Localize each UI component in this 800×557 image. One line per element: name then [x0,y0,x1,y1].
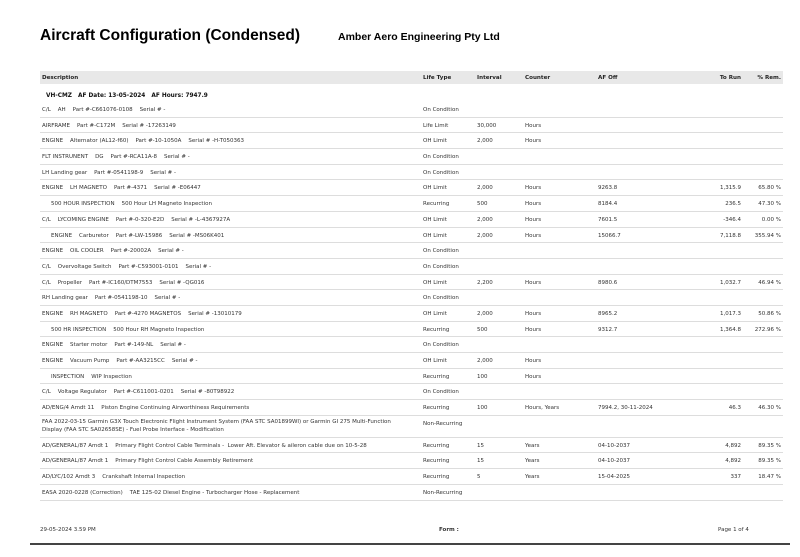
cell-life-type: Recurring [423,458,450,465]
cell-life-type: Recurring [423,373,450,380]
cell-description: ENGINE Vacuum Pump Part #-AA3215CC Serial # - [42,358,198,364]
cell-counter: Hours [525,185,542,192]
cell-life-type: Life Limit [423,122,449,129]
cell-description: 500 HOUR INSPECTION 500 Hour LH Magneto Inspection [51,201,212,208]
table-row [40,228,783,244]
cell-life-type: On Condition [423,107,459,113]
cell-description: C/L Propeller Part #-IC160/DTM7553 Serial # -QG016 [42,279,205,286]
cell-life-type: On Condition [423,154,459,161]
col-interval: Interval [477,74,502,81]
cell-af-off: 7601.5 [598,216,618,223]
cell-description: AD/ENG/4 Amdt 11 Piston Engine Continuing Airworthiness Requirements [42,405,250,412]
cell-interval: 15 [477,458,484,465]
cell-life-type: Recurring [423,474,450,481]
col-pct-rem: % Rem. [757,74,781,81]
cell-description: ENGINE LH MAGNETO Part #-4371 Serial # -E06447 [42,185,201,192]
cell-interval: 2,000 [477,216,493,223]
table-row [40,369,783,385]
cell-description: INSPECTION WIP Inspection [51,373,132,380]
cell-description: AD/LYC/102 Amdt 3 Crankshaft Internal Inspection [42,474,186,481]
cell-interval: 2,000 [477,232,493,239]
cell-af-off: 8980.6 [598,279,618,286]
cell-interval: 2,000 [477,185,493,192]
cell-life-type: Recurring [423,442,450,449]
cell-life-type: OH Limit [423,310,447,317]
table-row [40,243,783,259]
cell-pct-rem: 65.80 % [758,185,781,192]
cell-pct-rem: 46.94 % [758,279,781,286]
cell-counter: Hours [525,232,542,239]
cell-description: FAA 2022-03-15 Garmin G3X Touch Electronic Flight Instrument System (FAA STC SA01899WI) or Garmin GI 275 Multi-Function Display (FAA STC SA02658SE) - Fuel Probe Interface - Modification [42,419,391,433]
cell-interval: 2,200 [477,279,493,286]
cell-pct-rem: 89.35 % [758,442,781,449]
cell-description: RH Landing gear Part #-0541198-10 Serial # - [42,295,181,302]
cell-to-run: 4,892 [725,442,741,449]
cell-life-type: Non-Recurring [423,420,463,427]
cell-description: FLT INSTRUNENT DG Part #-RCA11A-8 Serial # - [42,154,190,161]
cell-counter: Hours [525,358,542,364]
cell-af-off: 9263.8 [598,185,618,192]
table-row [40,322,783,338]
cell-counter: Hours [525,138,542,145]
cell-pct-rem: 50.86 % [758,310,781,317]
cell-af-off: 15066.7 [598,232,621,239]
cell-life-type: OH Limit [423,185,447,192]
cell-description: AD/GENERAL/87 Amdt 1 Primary Flight Control Cable Terminals - Lower Aft. Elevator & aileron cable due on 10-5-28 [42,442,367,449]
cell-description: ENGINE Starter motor Part #-149-NL Serial # - [42,342,186,349]
table-header [40,71,783,84]
cell-description: AD/GENERAL/87 Amdt 1 Primary Flight Control Cable Assembly Retirement [42,458,254,465]
table-row [40,133,783,149]
cell-description: ENGINE OIL COOLER Part #-20002A Serial # - [42,248,184,255]
cell-counter: Years [525,458,540,465]
report-title: Aircraft Configuration (Condensed) [40,27,301,44]
page-number: Page 1 of 4 [718,527,749,533]
cell-interval: 15 [477,442,484,449]
table-row [40,180,783,196]
table-row [40,400,783,416]
cell-interval: 2,000 [477,138,493,145]
cell-life-type: On Condition [423,248,459,255]
cell-af-off: 7994.2, 30-11-2024 [598,405,653,412]
cell-description: ENGINE Carburetor Part #-LW-15986 Serial # -MS06K401 [51,232,225,239]
table-row [40,438,783,454]
cell-af-off: 8184.4 [598,201,618,208]
table-row [40,102,783,118]
footer-rule [30,543,790,545]
company-name: Amber Aero Engineering Pty Ltd [338,31,500,43]
cell-counter: Hours [525,279,542,286]
cell-life-type: On Condition [423,342,459,349]
cell-life-type: OH Limit [423,279,447,286]
table-row [40,453,783,469]
cell-to-run: 236.5 [725,201,741,208]
cell-af-off: 15-04-2025 [598,474,630,481]
cell-pct-rem: 89.35 % [758,458,781,465]
cell-pct-rem: 272.96 % [754,326,781,333]
cell-life-type: On Condition [423,169,459,176]
aircraft-group-header: VH-CMZ AF Date: 13-05-2024 AF Hours: 7947.9 [46,93,208,99]
cell-life-type: Recurring [423,405,450,412]
cell-counter: Hours [525,216,542,223]
cell-life-type: OH Limit [423,232,447,239]
cell-to-run: 4,892 [725,458,741,465]
cell-pct-rem: 47.30 % [758,201,781,208]
col-description: Description [42,74,79,81]
cell-counter: Hours [525,326,542,333]
form-label: Form : [439,527,459,533]
cell-description: ENGINE Alternator (AL12-f60) Part #-10-1050A Serial # -H-T050363 [42,138,245,145]
cell-to-run: 337 [730,474,741,481]
table-row [40,353,783,369]
cell-to-run: 7,118.8 [720,232,741,239]
cell-pct-rem: 355.94 % [754,232,781,239]
component-table [40,102,783,501]
cell-interval: 500 [477,326,488,333]
cell-interval: 500 [477,201,488,208]
cell-interval: 30,000 [477,122,497,129]
table-row [40,469,783,485]
table-row [40,275,783,291]
col-life-type: Life Type [423,74,452,81]
cell-counter: Years [525,442,540,449]
cell-life-type: Non-Recurring [423,489,463,496]
cell-description: ENGINE RH MAGNETO Part #-4270 MAGNETOS Serial # -13010179 [42,310,242,317]
table-row [40,149,783,165]
cell-description: C/L Overvoltage Switch Part #-C593001-0101 Serial # - [42,263,212,270]
cell-interval: 5 [477,474,481,481]
cell-interval: 100 [477,405,488,412]
cell-life-type: On Condition [423,295,459,302]
table-row [40,118,783,134]
cell-interval: 100 [477,373,488,380]
cell-description: C/L LYCOMING ENGINE Part #-0-320-E2D Serial # -L-4367927A [42,216,231,223]
cell-description: 500 HR INSPECTION 500 Hour RH Magneto Inspection [51,326,205,333]
cell-to-run: -346.4 [723,216,741,223]
table-row [40,212,783,228]
cell-description: EASA 2020-0228 (Correction) TAE 125-02 Diesel Engine - Turbocharger Hose - Replacement [42,489,300,496]
cell-counter: Hours [525,310,542,317]
cell-counter: Hours [525,122,542,129]
print-date: 29-05-2024 3.59 PM [40,527,96,533]
cell-life-type: OH Limit [423,358,447,364]
cell-af-off: 04-10-2037 [598,442,630,449]
cell-to-run: 1,032.7 [720,279,741,286]
cell-pct-rem: 46.30 % [758,405,781,412]
cell-description: C/L AH Part #-C661076-0108 Serial # - [42,107,166,113]
cell-life-type: Recurring [423,326,450,333]
cell-af-off: 04-10-2037 [598,458,630,465]
cell-interval: 2,000 [477,310,493,317]
cell-life-type: Recurring [423,201,450,208]
cell-pct-rem: 0.00 % [761,216,781,223]
cell-description: AIRFRAME Part #-C172M Serial # -17263149 [42,122,176,129]
cell-description: LH Landing gear Part #-0541198-9 Serial # - [42,169,176,176]
col-to-run: To Run [719,74,741,81]
cell-life-type: OH Limit [423,216,447,223]
cell-counter: Hours [525,373,542,380]
col-af-off: AF Off [598,74,618,81]
table-row [40,485,783,501]
col-counter: Counter [525,74,551,81]
cell-life-type: OH Limit [423,138,447,145]
table-row [40,337,783,353]
cell-to-run: 46.3 [728,405,741,412]
cell-counter: Hours, Years [525,405,560,412]
table-row [40,306,783,322]
table-row [40,290,783,306]
cell-to-run: 1,364.8 [720,326,741,333]
cell-to-run: 1,017.3 [720,310,741,317]
cell-description: C/L Voltage Regulator Part #-C611001-0201 Serial # -80T98922 [42,389,235,396]
table-row [40,165,783,181]
cell-counter: Years [525,474,540,481]
cell-af-off: 8965.2 [598,310,618,317]
table-row [40,416,783,438]
cell-life-type: On Condition [423,389,459,396]
cell-counter: Hours [525,201,542,208]
table-row [40,196,783,212]
table-row [40,259,783,275]
table-row [40,384,783,400]
cell-to-run: 1,315.9 [720,185,741,192]
cell-af-off: 9312.7 [598,326,618,333]
cell-life-type: On Condition [423,263,459,270]
cell-interval: 2,000 [477,358,493,364]
cell-pct-rem: 18.47 % [758,474,781,481]
